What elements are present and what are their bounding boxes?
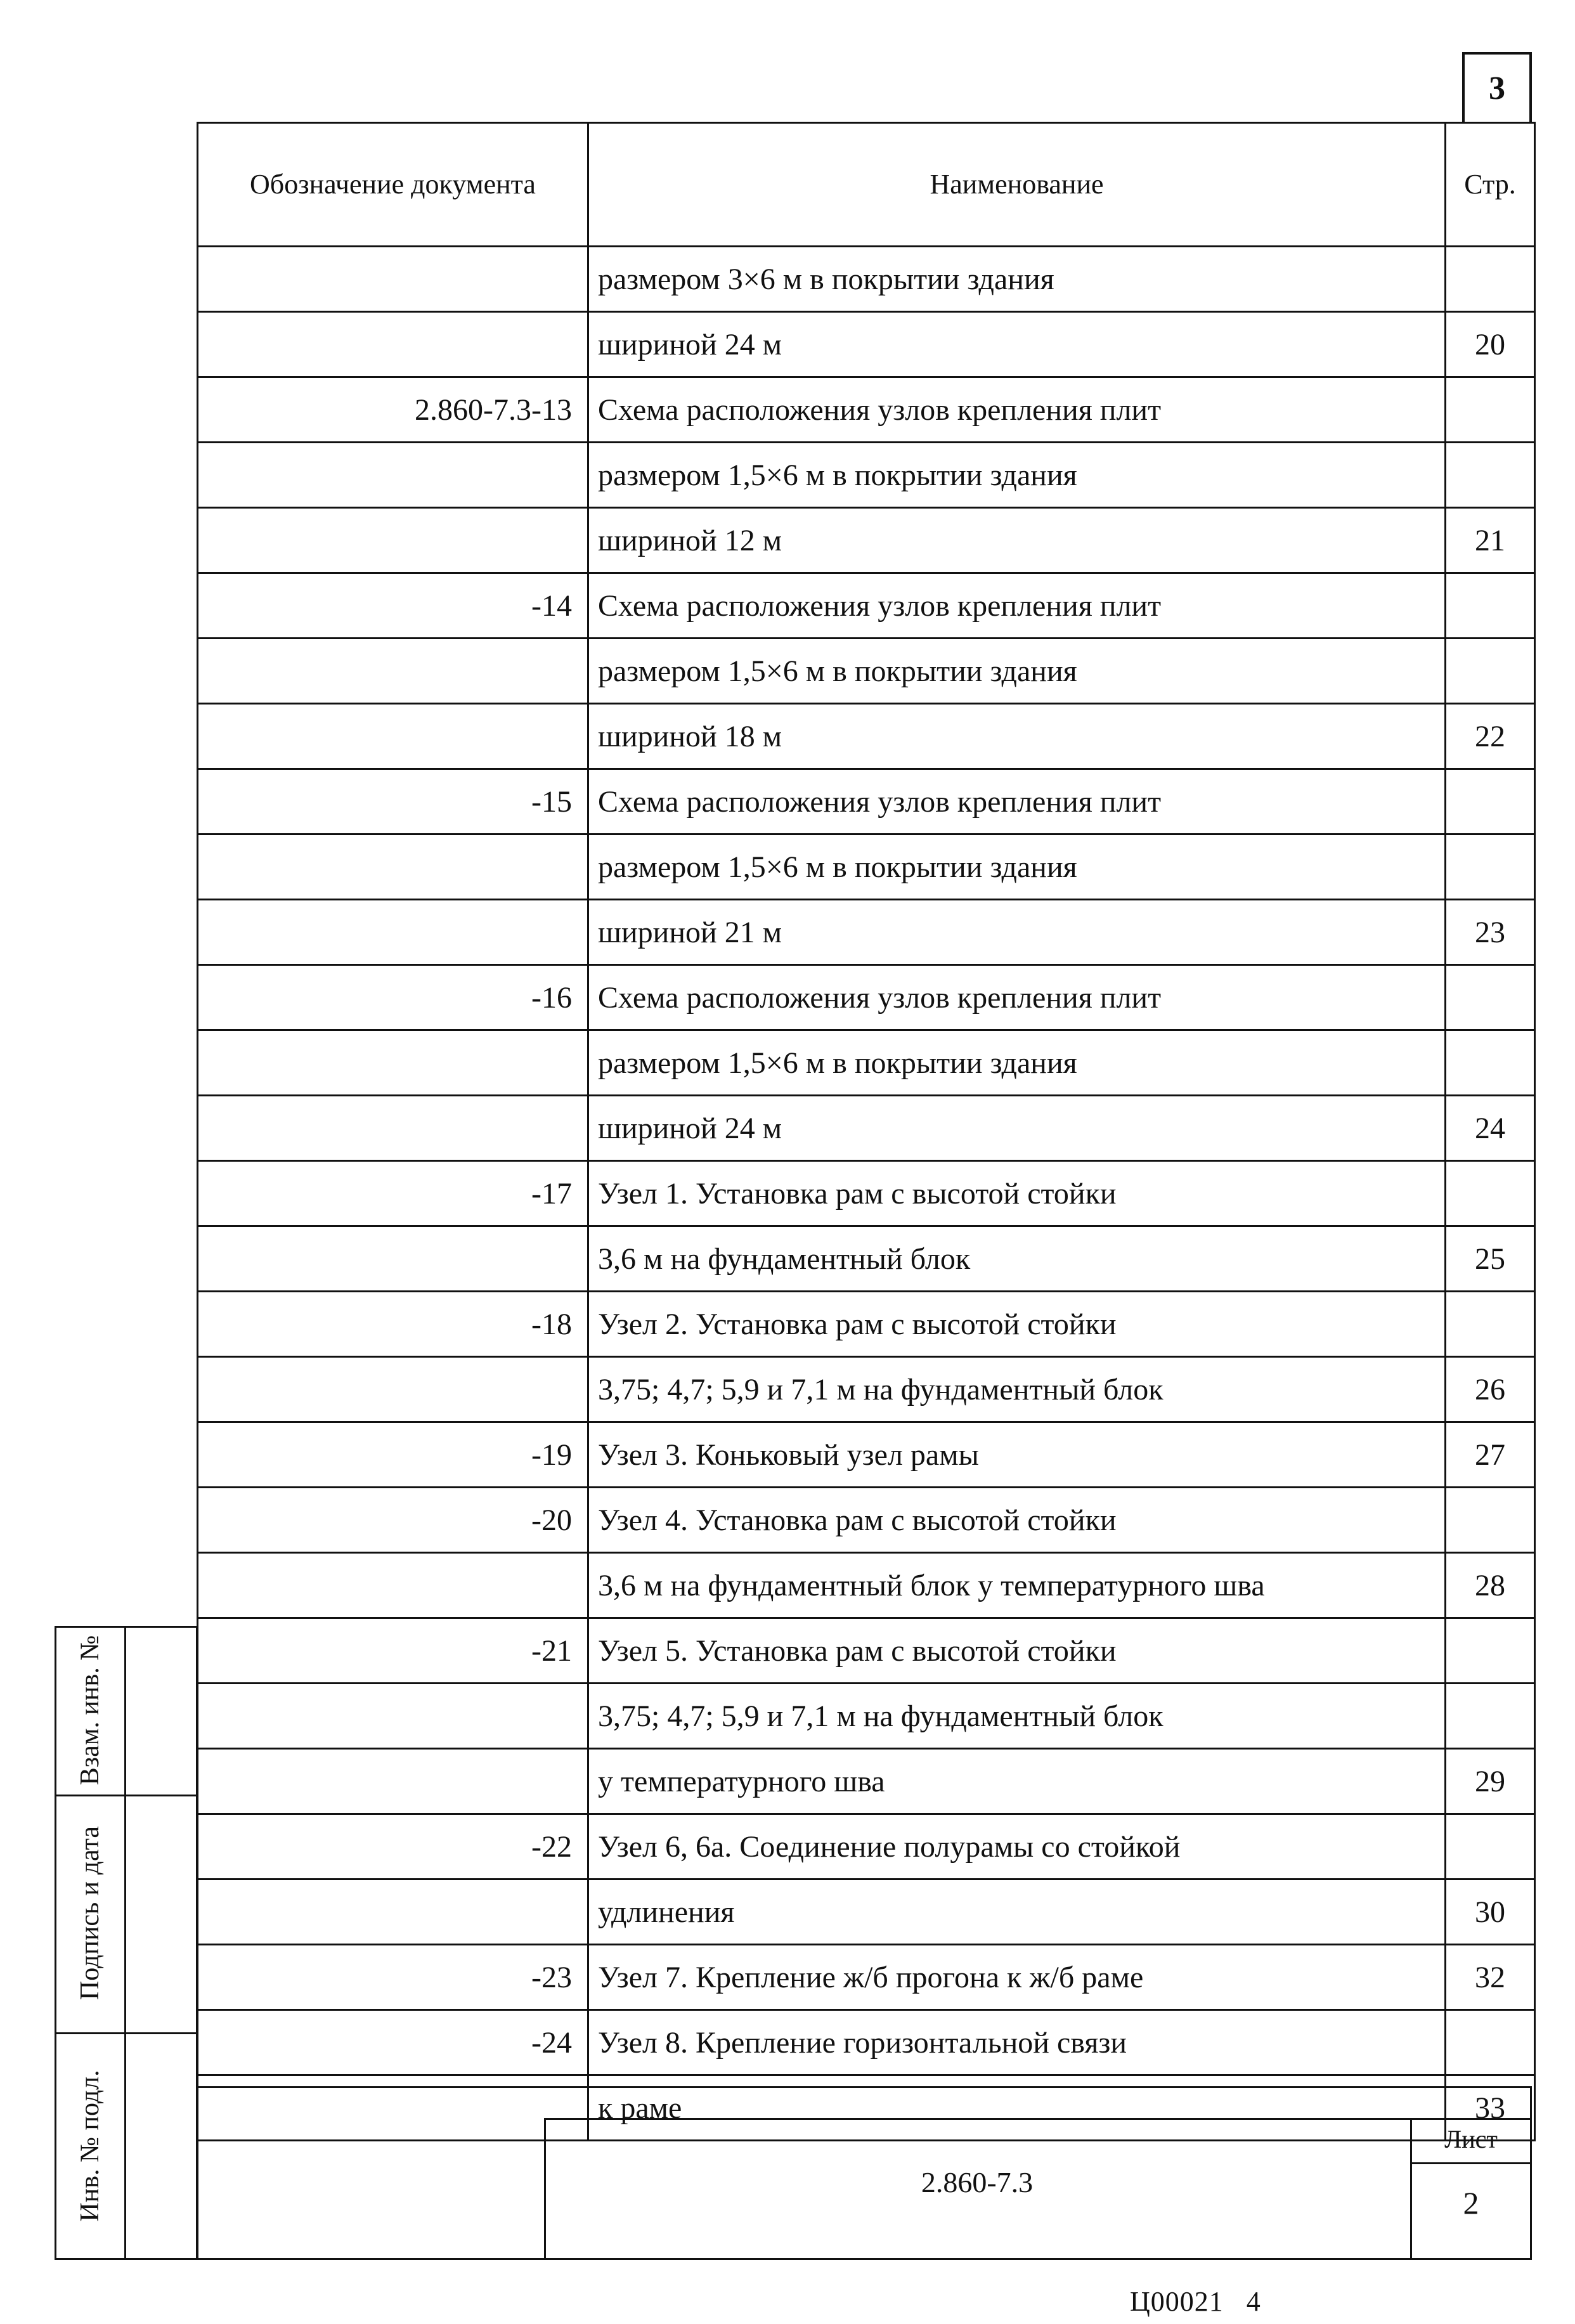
row-code bbox=[198, 443, 588, 508]
row-title: Схема расположения узлов крепления плит bbox=[588, 573, 1446, 639]
row-page bbox=[1446, 1618, 1535, 1684]
row-title: шириной 12 м bbox=[588, 508, 1446, 573]
row-title: Узел 6, 6а. Соединение полурамы со стойкой bbox=[588, 1814, 1446, 1879]
row-title: у температурного шва bbox=[588, 1749, 1446, 1814]
table-body bbox=[198, 247, 1535, 2141]
table-row bbox=[198, 639, 1535, 704]
table-row bbox=[198, 1422, 1535, 1488]
row-code bbox=[198, 2075, 588, 2141]
row-title: Узел 4. Установка рам с высотой стойки bbox=[588, 1488, 1446, 1553]
row-page bbox=[1446, 1161, 1535, 1226]
row-code bbox=[198, 247, 588, 312]
row-code bbox=[198, 1226, 588, 1292]
sheet-divider bbox=[1410, 2162, 1532, 2164]
table-row bbox=[198, 1226, 1535, 1292]
row-title: шириной 24 м bbox=[588, 312, 1446, 377]
row-title: шириной 24 м bbox=[588, 1096, 1446, 1161]
row-title: Узел 1. Установка рам с высотой стойки bbox=[588, 1161, 1446, 1226]
table-row bbox=[198, 1553, 1535, 1618]
row-page: 30 bbox=[1446, 1879, 1535, 1945]
row-code bbox=[198, 1096, 588, 1161]
row-title: Узел 7. Крепление ж/б прогона к ж/б раме bbox=[588, 1945, 1446, 2010]
row-page bbox=[1446, 1814, 1535, 1879]
sheet-label: Лист bbox=[1444, 2125, 1498, 2153]
table-row bbox=[198, 1357, 1535, 1422]
binding-strip-sep-1 bbox=[55, 1795, 198, 1796]
row-page: 25 bbox=[1446, 1226, 1535, 1292]
row-code: -14 bbox=[198, 573, 588, 639]
row-page bbox=[1446, 1292, 1535, 1357]
row-page bbox=[1446, 443, 1535, 508]
table-row bbox=[198, 2010, 1535, 2075]
row-code bbox=[198, 1684, 588, 1749]
row-title: 3,6 м на фундаментный блок bbox=[588, 1226, 1446, 1292]
table-row bbox=[198, 1684, 1535, 1749]
page-number: 3 bbox=[1462, 52, 1532, 123]
row-page bbox=[1446, 2010, 1535, 2075]
row-code: -16 bbox=[198, 965, 588, 1030]
table-row bbox=[198, 1161, 1535, 1226]
row-code: -15 bbox=[198, 769, 588, 834]
table-row bbox=[198, 377, 1535, 443]
table-row bbox=[198, 1488, 1535, 1553]
row-title: размером 1,5×6 м в покрытии здания bbox=[588, 443, 1446, 508]
table-row bbox=[198, 1292, 1535, 1357]
row-code bbox=[198, 1030, 588, 1096]
row-title: Узел 2. Установка рам с высотой стойки bbox=[588, 1292, 1446, 1357]
row-title: размером 1,5×6 м в покрытии здания bbox=[588, 639, 1446, 704]
table-row bbox=[198, 704, 1535, 769]
row-title: Схема расположения узлов крепления плит bbox=[588, 965, 1446, 1030]
row-page bbox=[1446, 1030, 1535, 1096]
row-code: -18 bbox=[198, 1292, 588, 1357]
row-code bbox=[198, 639, 588, 704]
row-page bbox=[1446, 769, 1535, 834]
row-title: Схема расположения узлов крепления плит bbox=[588, 769, 1446, 834]
row-page bbox=[1446, 573, 1535, 639]
table-row bbox=[198, 1814, 1535, 1879]
label-inv-original: Инв. № подл. bbox=[75, 2070, 105, 2222]
header-name: Наименование bbox=[588, 123, 1446, 247]
row-code: -24 bbox=[198, 2010, 588, 2075]
row-title: шириной 21 м bbox=[588, 900, 1446, 965]
header-designation: Обозначение документа bbox=[198, 123, 588, 247]
table-row bbox=[198, 1096, 1535, 1161]
row-page: 28 bbox=[1446, 1553, 1535, 1618]
title-document-code: 2.860-7.3 bbox=[921, 2166, 1034, 2198]
row-code: -21 bbox=[198, 1618, 588, 1684]
table-row bbox=[198, 1945, 1535, 2010]
footer-stamp-code: Ц00021 bbox=[1130, 2286, 1224, 2317]
row-page bbox=[1446, 1684, 1535, 1749]
row-code: -17 bbox=[198, 1161, 588, 1226]
row-title: 3,75; 4,7; 5,9 и 7,1 м на фундаментный блок bbox=[588, 1357, 1446, 1422]
row-code: 2.860-7.3-13 bbox=[198, 377, 588, 443]
sheet-number: 2 bbox=[1463, 2185, 1479, 2221]
header-page: Стр. bbox=[1446, 123, 1535, 247]
table-row bbox=[198, 312, 1535, 377]
table-row bbox=[198, 1618, 1535, 1684]
row-title: Схема расположения узлов крепления плит bbox=[588, 377, 1446, 443]
row-title: Узел 5. Установка рам с высотой стойки bbox=[588, 1618, 1446, 1684]
table-row bbox=[198, 443, 1535, 508]
table-row bbox=[198, 1030, 1535, 1096]
row-code bbox=[198, 1553, 588, 1618]
row-page bbox=[1446, 834, 1535, 900]
table-row bbox=[198, 769, 1535, 834]
row-code: -19 bbox=[198, 1422, 588, 1488]
row-code bbox=[198, 1879, 588, 1945]
table-row bbox=[198, 834, 1535, 900]
row-code bbox=[198, 900, 588, 965]
row-title: размером 3×6 м в покрытии здания bbox=[588, 247, 1446, 312]
row-code bbox=[198, 834, 588, 900]
row-page: 24 bbox=[1446, 1096, 1535, 1161]
row-page bbox=[1446, 377, 1535, 443]
row-page: 32 bbox=[1446, 1945, 1535, 2010]
row-title: 3,6 м на фундаментный блок у температурного шва bbox=[588, 1553, 1446, 1618]
binding-strip-divider bbox=[124, 1626, 126, 2260]
table-row bbox=[198, 247, 1535, 312]
row-code bbox=[198, 704, 588, 769]
row-title: к раме bbox=[588, 2075, 1446, 2141]
row-page: 26 bbox=[1446, 1357, 1535, 1422]
row-page: 29 bbox=[1446, 1749, 1535, 1814]
row-page bbox=[1446, 639, 1535, 704]
table-row bbox=[198, 573, 1535, 639]
table-row bbox=[198, 900, 1535, 965]
row-code bbox=[198, 508, 588, 573]
row-page bbox=[1446, 965, 1535, 1030]
table-header-row bbox=[198, 123, 1535, 247]
row-page bbox=[1446, 247, 1535, 312]
row-code: -23 bbox=[198, 1945, 588, 2010]
table-row bbox=[198, 1749, 1535, 1814]
row-code bbox=[198, 1749, 588, 1814]
row-page: 22 bbox=[1446, 704, 1535, 769]
row-title: размером 1,5×6 м в покрытии здания bbox=[588, 834, 1446, 900]
row-code bbox=[198, 1357, 588, 1422]
row-code: -22 bbox=[198, 1814, 588, 1879]
row-page: 20 bbox=[1446, 312, 1535, 377]
table-row bbox=[198, 508, 1535, 573]
row-page: 27 bbox=[1446, 1422, 1535, 1488]
table-row bbox=[198, 965, 1535, 1030]
row-page bbox=[1446, 1488, 1535, 1553]
row-title: Узел 8. Крепление горизонтальной связи bbox=[588, 2010, 1446, 2075]
row-page: 21 bbox=[1446, 508, 1535, 573]
row-code: -20 bbox=[198, 1488, 588, 1553]
row-title: удлинения bbox=[588, 1879, 1446, 1945]
table-bottom-line bbox=[197, 2086, 1532, 2088]
row-code bbox=[198, 312, 588, 377]
footer-stamp bbox=[1130, 2285, 1261, 2318]
contents-table bbox=[197, 122, 1536, 2141]
label-replace-inv: Взам. инв. № bbox=[75, 1635, 105, 1786]
row-title: Узел 3. Коньковый узел рамы bbox=[588, 1422, 1446, 1488]
label-signature-date: Подпись и дата bbox=[75, 1826, 105, 2001]
row-page: 33 bbox=[1446, 2075, 1535, 2141]
table-row bbox=[198, 1879, 1535, 1945]
row-page: 23 bbox=[1446, 900, 1535, 965]
row-title: 3,75; 4,7; 5,9 и 7,1 м на фундаментный блок bbox=[588, 1684, 1446, 1749]
footer-stamp-number: 4 bbox=[1246, 2286, 1261, 2317]
binding-strip-sep-2 bbox=[55, 2032, 198, 2034]
row-title: размером 1,5×6 м в покрытии здания bbox=[588, 1030, 1446, 1096]
row-title: шириной 18 м bbox=[588, 704, 1446, 769]
